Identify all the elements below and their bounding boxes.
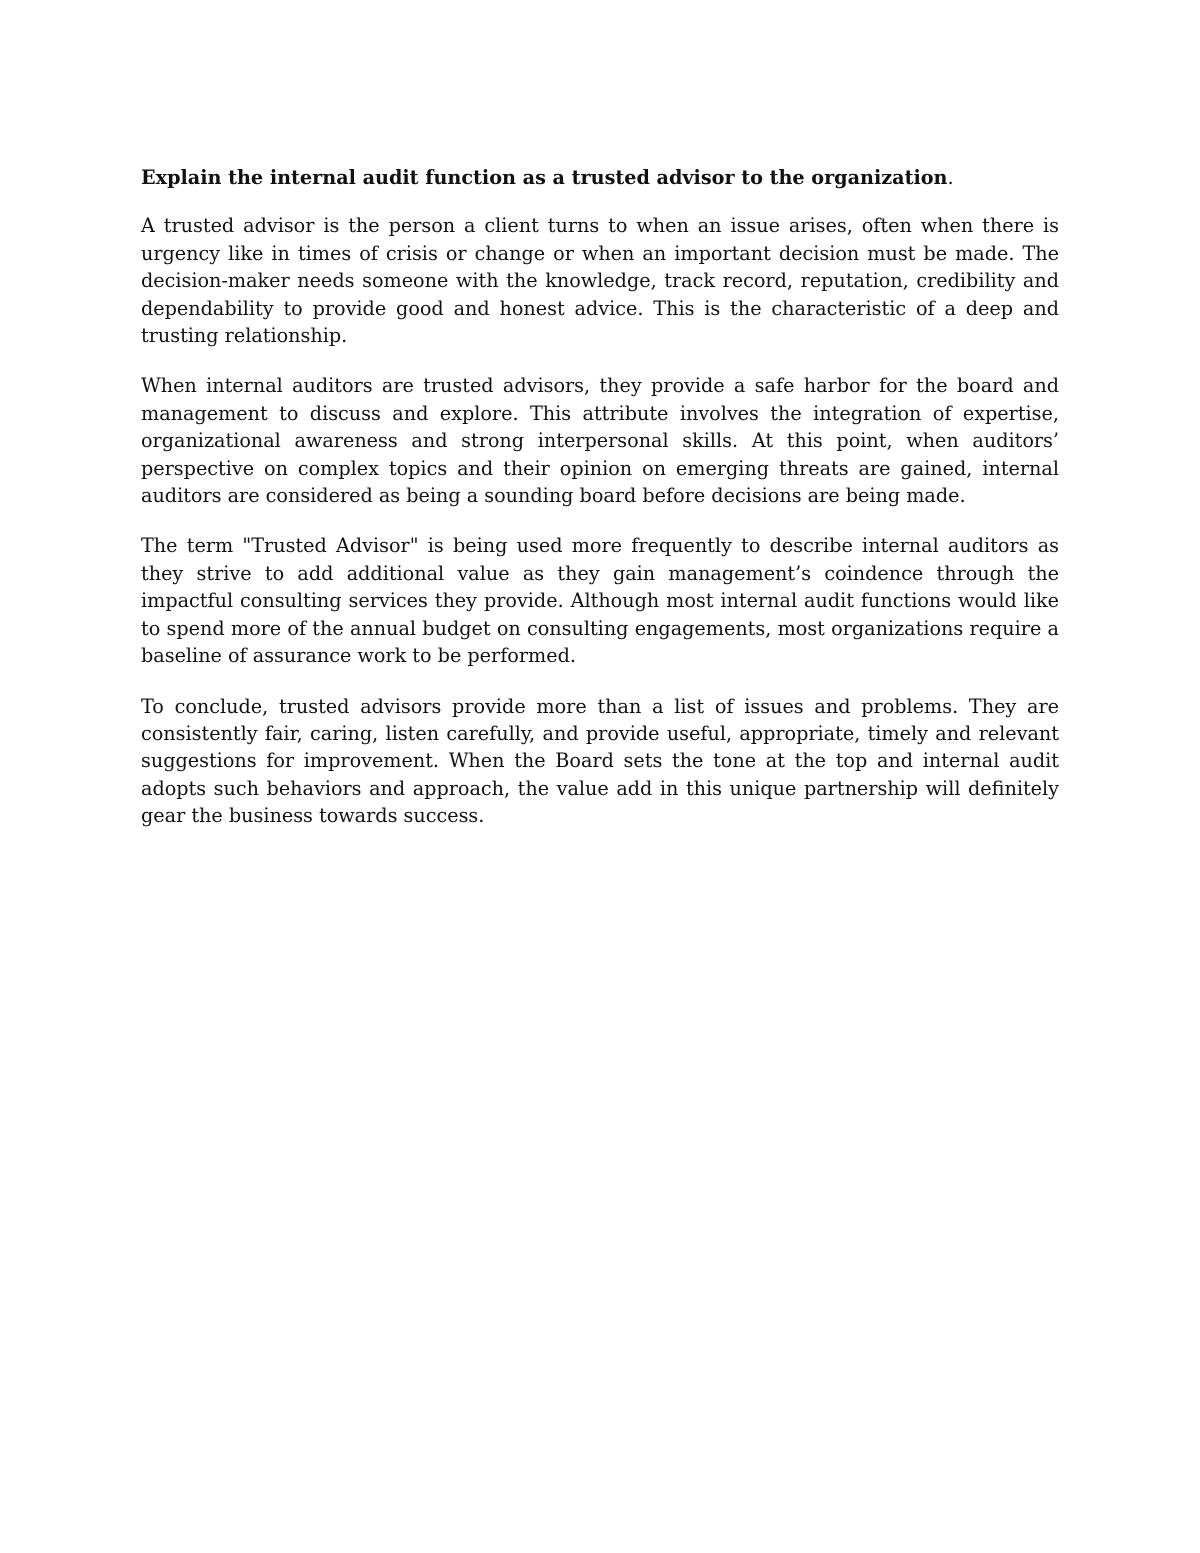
document-heading [141, 164, 1059, 191]
paragraph-1: A trusted advisor is the person a client turns to when an issue arises, often when there is urgency like in times of crisis or change or when an important decision must be made. The decision-maker needs someone with the knowledge, track record, reputation, credibility and dependability to provide good and honest advice. This is the characteristic of a deep and trusting relationship. [141, 214, 1059, 348]
paragraph-2: When internal auditors are trusted advisors, they provide a safe harbor for the board and management to discuss and explore. This attribute involves the integration of expertise, organizational awareness and strong interpersonal skills. At this point, when auditors’ perspective on complex topics and their opinion on emerging threats are gained, internal auditors are considered as being a sounding board before decisions are being made. [141, 374, 1059, 508]
document-title: Explain the internal audit function as a trusted advisor to the organization [141, 166, 948, 189]
paragraph-3: The term "Trusted Advisor" is being used more frequently to describe internal auditors as they strive to add additional value as they gain management’s coindence through the impactful consulting services they provide. Although most internal audit functions would like to spend more of the annual budget on consulting engagements, most organizations require a baseline of assurance work to be performed. [141, 534, 1059, 668]
paragraph-4: To conclude, trusted advisors provide more than a list of issues and problems. They are consistently fair, caring, listen carefully, and provide useful, appropriate, timely and relevant suggestions for improvement. When the Board sets the tone at the top and internal audit adopts such behaviors and approach, the value add in this unique partnership will definitely gear the business towards success. [141, 694, 1059, 828]
document-body [141, 164, 1059, 853]
document-title-period: . [947, 166, 954, 189]
